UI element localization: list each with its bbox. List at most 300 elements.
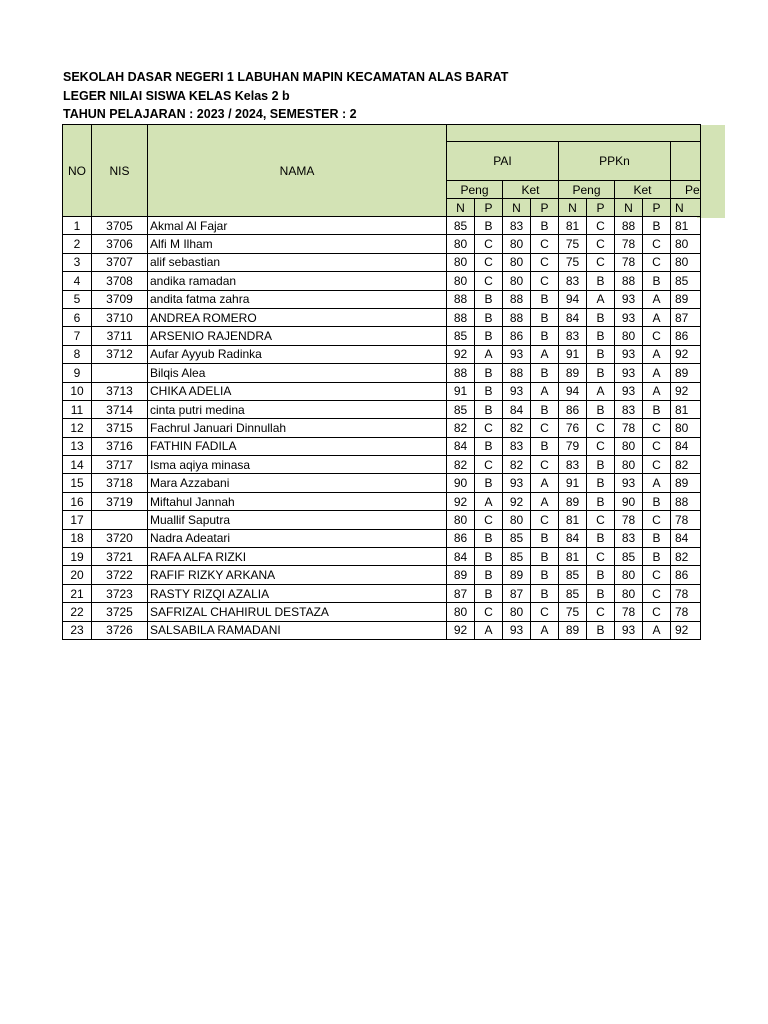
header-ppkn-ket: Ket	[615, 181, 671, 199]
cell-ppkn-pp: A	[587, 382, 615, 400]
table-row	[63, 529, 701, 547]
cell-pai-pp: B	[475, 290, 503, 308]
cell-pai-pp: B	[475, 566, 503, 584]
cell-ppkn-kp: C	[643, 566, 671, 584]
header-pai-peng: Peng	[447, 181, 503, 199]
cell-ppkn-kp: C	[643, 603, 671, 621]
cell-pai-pn: 80	[447, 272, 475, 290]
cell-pai-kp: A	[531, 474, 559, 492]
cell-no: 11	[63, 400, 92, 418]
cell-ppkn-kn: 93	[615, 345, 643, 363]
cell-no: 1	[63, 217, 92, 235]
cell-ppkn-kn: 80	[615, 566, 643, 584]
table-row	[63, 272, 701, 290]
cell-next-n: 92	[671, 345, 701, 363]
cell-pai-pp: A	[475, 621, 503, 639]
cell-ppkn-kp: C	[643, 253, 671, 271]
cell-ppkn-kn: 83	[615, 529, 643, 547]
cell-pai-pn: 89	[447, 566, 475, 584]
cell-pai-kn: 93	[503, 382, 531, 400]
cell-ppkn-kp: A	[643, 474, 671, 492]
cell-next-n: 86	[671, 566, 701, 584]
cell-pai-kn: 88	[503, 290, 531, 308]
header-pai-ket: Ket	[503, 181, 559, 199]
cell-pai-kp: B	[531, 566, 559, 584]
cell-pai-pn: 82	[447, 456, 475, 474]
cell-pai-pn: 85	[447, 400, 475, 418]
cell-pai-pn: 85	[447, 327, 475, 345]
cell-next-n: 89	[671, 474, 701, 492]
cell-pai-pn: 86	[447, 529, 475, 547]
cell-ppkn-pp: B	[587, 621, 615, 639]
cell-nama: andita fatma zahra	[148, 290, 447, 308]
cell-ppkn-kn: 88	[615, 217, 643, 235]
cell-pai-kp: A	[531, 345, 559, 363]
cell-next-n: 84	[671, 437, 701, 455]
cell-pai-kn: 80	[503, 603, 531, 621]
cell-ppkn-pn: 91	[559, 345, 587, 363]
cell-ppkn-pp: C	[587, 217, 615, 235]
header-nis: NIS	[92, 125, 148, 217]
cell-no: 14	[63, 456, 92, 474]
cell-pai-kp: B	[531, 400, 559, 418]
cell-ppkn-pn: 83	[559, 272, 587, 290]
cell-pai-pn: 84	[447, 437, 475, 455]
cell-nama: SAFRIZAL CHAHIRUL DESTAZA	[148, 603, 447, 621]
cell-nama: cinta putri medina	[148, 400, 447, 418]
cell-ppkn-kn: 93	[615, 364, 643, 382]
cell-no: 9	[63, 364, 92, 382]
cell-nama: Fachrul Januari Dinnullah	[148, 419, 447, 437]
cell-nis: 3713	[92, 382, 148, 400]
cell-nis: 3708	[92, 272, 148, 290]
cell-ppkn-kp: A	[643, 290, 671, 308]
cell-nis: 3719	[92, 492, 148, 510]
table-row	[63, 474, 701, 492]
cell-pai-pp: A	[475, 492, 503, 510]
cell-ppkn-kn: 78	[615, 253, 643, 271]
header-p: P	[643, 199, 671, 217]
cell-pai-kn: 93	[503, 345, 531, 363]
header-ppkn-peng: Peng	[559, 181, 615, 199]
cell-ppkn-pp: C	[587, 548, 615, 566]
cell-ppkn-pn: 76	[559, 419, 587, 437]
cell-nis: 3721	[92, 548, 148, 566]
cell-nama: RAFIF RIZKY ARKANA	[148, 566, 447, 584]
table-row	[63, 419, 701, 437]
cell-pai-kn: 80	[503, 253, 531, 271]
table-row	[63, 511, 701, 529]
cell-ppkn-kn: 83	[615, 400, 643, 418]
cell-pai-kn: 84	[503, 400, 531, 418]
cell-ppkn-kp: C	[643, 419, 671, 437]
cell-no: 7	[63, 327, 92, 345]
cell-pai-pn: 88	[447, 308, 475, 326]
cell-next-n: 80	[671, 253, 701, 271]
cell-pai-pp: B	[475, 548, 503, 566]
cell-nama: ARSENIO RAJENDRA	[148, 327, 447, 345]
cell-ppkn-kn: 80	[615, 327, 643, 345]
cell-nama: RASTY RIZQI AZALIA	[148, 584, 447, 602]
header-blank	[447, 125, 701, 142]
table-row	[63, 253, 701, 271]
header-p: P	[587, 199, 615, 217]
cell-pai-kn: 80	[503, 272, 531, 290]
cell-ppkn-pn: 75	[559, 235, 587, 253]
cell-ppkn-pp: A	[587, 290, 615, 308]
cell-pai-kp: C	[531, 603, 559, 621]
table-row	[63, 327, 701, 345]
cell-nis: 3711	[92, 327, 148, 345]
cell-pai-kn: 86	[503, 327, 531, 345]
cell-nama: FATHIN FADILA	[148, 437, 447, 455]
cell-no: 20	[63, 566, 92, 584]
cell-pai-kp: B	[531, 327, 559, 345]
cell-nis: 3706	[92, 235, 148, 253]
cell-ppkn-pn: 75	[559, 603, 587, 621]
cell-pai-pn: 82	[447, 419, 475, 437]
cell-pai-kn: 82	[503, 456, 531, 474]
cell-pai-kp: C	[531, 456, 559, 474]
cell-pai-kn: 83	[503, 437, 531, 455]
cell-pai-pp: B	[475, 217, 503, 235]
cell-nis: 3720	[92, 529, 148, 547]
cell-pai-kp: B	[531, 290, 559, 308]
cell-ppkn-pp: B	[587, 566, 615, 584]
cell-pai-kp: A	[531, 621, 559, 639]
cell-ppkn-pp: B	[587, 492, 615, 510]
cell-ppkn-pn: 94	[559, 290, 587, 308]
table-row	[63, 382, 701, 400]
cell-nis	[92, 364, 148, 382]
cell-nama: Nadra Adeatari	[148, 529, 447, 547]
header-p: P	[531, 199, 559, 217]
cell-ppkn-kn: 90	[615, 492, 643, 510]
document-header	[63, 68, 508, 124]
cell-pai-kn: 88	[503, 364, 531, 382]
cell-ppkn-pn: 81	[559, 511, 587, 529]
cell-ppkn-pp: C	[587, 419, 615, 437]
cell-pai-pp: C	[475, 511, 503, 529]
cell-ppkn-kn: 93	[615, 308, 643, 326]
cell-pai-pn: 85	[447, 217, 475, 235]
cell-pai-kp: C	[531, 419, 559, 437]
table-row	[63, 364, 701, 382]
cell-nama: Mara Azzabani	[148, 474, 447, 492]
cell-nis: 3705	[92, 217, 148, 235]
cell-next-n: 80	[671, 235, 701, 253]
cell-next-n: 81	[671, 217, 701, 235]
cell-pai-pp: B	[475, 529, 503, 547]
cell-ppkn-kp: C	[643, 437, 671, 455]
cell-ppkn-pn: 79	[559, 437, 587, 455]
cell-no: 19	[63, 548, 92, 566]
cell-ppkn-pn: 94	[559, 382, 587, 400]
cell-pai-kn: 80	[503, 235, 531, 253]
table-row	[63, 235, 701, 253]
cell-ppkn-pn: 91	[559, 474, 587, 492]
cell-next-n: 85	[671, 272, 701, 290]
cell-ppkn-pn: 85	[559, 566, 587, 584]
table-row	[63, 400, 701, 418]
cell-ppkn-kp: A	[643, 364, 671, 382]
cell-pai-kp: B	[531, 584, 559, 602]
cell-nama: Akmal Al Fajar	[148, 217, 447, 235]
cell-ppkn-kp: C	[643, 235, 671, 253]
cell-nama: Bilqis Alea	[148, 364, 447, 382]
table-row	[63, 437, 701, 455]
cell-pai-kp: A	[531, 382, 559, 400]
cell-pai-kn: 85	[503, 548, 531, 566]
table-row	[63, 290, 701, 308]
cell-ppkn-kn: 88	[615, 272, 643, 290]
cell-ppkn-kn: 78	[615, 419, 643, 437]
cell-next-n: 78	[671, 584, 701, 602]
header-n: N	[559, 199, 587, 217]
header-fill-extension	[697, 125, 725, 218]
cell-nama: Isma aqiya minasa	[148, 456, 447, 474]
cell-no: 6	[63, 308, 92, 326]
cell-no: 13	[63, 437, 92, 455]
cell-ppkn-pp: B	[587, 456, 615, 474]
cell-no: 16	[63, 492, 92, 510]
cell-pai-pn: 92	[447, 492, 475, 510]
cell-no: 2	[63, 235, 92, 253]
cell-pai-pp: B	[475, 308, 503, 326]
cell-pai-pn: 88	[447, 364, 475, 382]
cell-next-n: 89	[671, 290, 701, 308]
cell-ppkn-kn: 93	[615, 382, 643, 400]
header-n: N	[503, 199, 531, 217]
cell-ppkn-pp: B	[587, 529, 615, 547]
cell-nama: Aufar Ayyub Radinka	[148, 345, 447, 363]
cell-pai-kp: C	[531, 511, 559, 529]
cell-ppkn-kp: B	[643, 217, 671, 235]
cell-ppkn-kn: 78	[615, 511, 643, 529]
table-row	[63, 566, 701, 584]
cell-nis: 3714	[92, 400, 148, 418]
cell-nama: Alfi M Ilham	[148, 235, 447, 253]
cell-pai-kn: 92	[503, 492, 531, 510]
cell-pai-pn: 80	[447, 235, 475, 253]
table-row	[63, 345, 701, 363]
cell-next-n: 82	[671, 548, 701, 566]
cell-next-n: 78	[671, 511, 701, 529]
cell-ppkn-pn: 86	[559, 400, 587, 418]
cell-ppkn-pn: 75	[559, 253, 587, 271]
cell-pai-kn: 82	[503, 419, 531, 437]
cell-nis: 3718	[92, 474, 148, 492]
cell-pai-pn: 91	[447, 382, 475, 400]
cell-ppkn-kp: B	[643, 272, 671, 290]
cell-nis: 3710	[92, 308, 148, 326]
cell-ppkn-kp: A	[643, 345, 671, 363]
cell-next-n: 92	[671, 621, 701, 639]
cell-ppkn-pp: B	[587, 364, 615, 382]
cell-ppkn-pn: 84	[559, 529, 587, 547]
cell-ppkn-kp: C	[643, 327, 671, 345]
cell-next-n: 89	[671, 364, 701, 382]
cell-nama: CHIKA ADELIA	[148, 382, 447, 400]
cell-pai-kn: 88	[503, 308, 531, 326]
cell-next-n: 82	[671, 456, 701, 474]
cell-ppkn-pp: B	[587, 345, 615, 363]
cell-no: 10	[63, 382, 92, 400]
cell-next-n: 78	[671, 603, 701, 621]
cell-nis: 3717	[92, 456, 148, 474]
cell-ppkn-pn: 89	[559, 621, 587, 639]
header-no: NO	[63, 125, 92, 217]
cell-no: 21	[63, 584, 92, 602]
header-next-peng: Pe	[671, 181, 701, 199]
header-subject-pai: PAI	[447, 142, 559, 181]
cell-pai-pp: C	[475, 456, 503, 474]
cell-pai-pp: B	[475, 382, 503, 400]
cell-pai-pn: 92	[447, 345, 475, 363]
cell-nama: SALSABILA RAMADANI	[148, 621, 447, 639]
cell-pai-pp: B	[475, 400, 503, 418]
table-row	[63, 621, 701, 639]
cell-pai-kp: B	[531, 217, 559, 235]
cell-pai-kp: C	[531, 253, 559, 271]
cell-next-n: 81	[671, 400, 701, 418]
cell-ppkn-pn: 81	[559, 548, 587, 566]
table-row	[63, 548, 701, 566]
cell-pai-kp: B	[531, 308, 559, 326]
cell-no: 17	[63, 511, 92, 529]
cell-ppkn-pp: B	[587, 400, 615, 418]
cell-ppkn-kn: 85	[615, 548, 643, 566]
cell-nis: 3707	[92, 253, 148, 271]
cell-pai-pn: 84	[447, 548, 475, 566]
cell-nama: alif sebastian	[148, 253, 447, 271]
header-subject-ppkn: PPKn	[559, 142, 671, 181]
cell-next-n: 92	[671, 382, 701, 400]
cell-pai-kp: B	[531, 437, 559, 455]
header-n: N	[615, 199, 643, 217]
cell-pai-pp: B	[475, 437, 503, 455]
cell-ppkn-kn: 80	[615, 584, 643, 602]
table-row	[63, 308, 701, 326]
cell-ppkn-pp: C	[587, 511, 615, 529]
header-subject-next	[671, 142, 701, 181]
cell-pai-kp: B	[531, 529, 559, 547]
cell-next-n: 88	[671, 492, 701, 510]
cell-ppkn-pn: 81	[559, 217, 587, 235]
table-row	[63, 456, 701, 474]
cell-ppkn-kp: C	[643, 584, 671, 602]
table-row	[63, 584, 701, 602]
cell-nis: 3726	[92, 621, 148, 639]
cell-pai-kp: B	[531, 364, 559, 382]
cell-nis: 3712	[92, 345, 148, 363]
cell-pai-kn: 80	[503, 511, 531, 529]
cell-pai-kn: 85	[503, 529, 531, 547]
cell-no: 22	[63, 603, 92, 621]
table-row	[63, 603, 701, 621]
grade-table-body	[63, 217, 701, 640]
cell-ppkn-kn: 93	[615, 474, 643, 492]
cell-no: 4	[63, 272, 92, 290]
cell-no: 3	[63, 253, 92, 271]
cell-pai-pp: A	[475, 345, 503, 363]
cell-ppkn-pp: B	[587, 474, 615, 492]
cell-nis: 3722	[92, 566, 148, 584]
cell-nis: 3725	[92, 603, 148, 621]
cell-next-n: 87	[671, 308, 701, 326]
cell-ppkn-pp: B	[587, 327, 615, 345]
cell-nama: andika ramadan	[148, 272, 447, 290]
cell-no: 18	[63, 529, 92, 547]
cell-pai-pn: 90	[447, 474, 475, 492]
cell-ppkn-pp: B	[587, 272, 615, 290]
cell-nama: ANDREA ROMERO	[148, 308, 447, 326]
cell-pai-pn: 80	[447, 603, 475, 621]
cell-ppkn-pn: 89	[559, 492, 587, 510]
cell-no: 8	[63, 345, 92, 363]
cell-pai-pp: C	[475, 272, 503, 290]
cell-nama: Muallif Saputra	[148, 511, 447, 529]
cell-pai-kn: 93	[503, 474, 531, 492]
cell-nis: 3709	[92, 290, 148, 308]
cell-pai-kp: B	[531, 548, 559, 566]
cell-ppkn-kp: A	[643, 621, 671, 639]
cell-pai-pn: 87	[447, 584, 475, 602]
cell-pai-pp: C	[475, 603, 503, 621]
cell-ppkn-kp: B	[643, 400, 671, 418]
cell-ppkn-pp: B	[587, 584, 615, 602]
cell-nis	[92, 511, 148, 529]
cell-ppkn-pp: C	[587, 437, 615, 455]
cell-pai-pn: 88	[447, 290, 475, 308]
cell-pai-pn: 92	[447, 621, 475, 639]
cell-next-n: 84	[671, 529, 701, 547]
cell-ppkn-pp: C	[587, 253, 615, 271]
cell-nama: Miftahul Jannah	[148, 492, 447, 510]
cell-ppkn-pp: C	[587, 603, 615, 621]
cell-ppkn-pn: 83	[559, 327, 587, 345]
cell-ppkn-kp: B	[643, 492, 671, 510]
cell-ppkn-kn: 80	[615, 437, 643, 455]
cell-pai-kn: 83	[503, 217, 531, 235]
cell-nis: 3715	[92, 419, 148, 437]
cell-ppkn-kp: C	[643, 511, 671, 529]
cell-pai-pp: B	[475, 474, 503, 492]
cell-ppkn-kn: 78	[615, 235, 643, 253]
cell-pai-pp: C	[475, 253, 503, 271]
cell-ppkn-pn: 85	[559, 584, 587, 602]
cell-pai-pp: B	[475, 364, 503, 382]
cell-ppkn-pp: B	[587, 308, 615, 326]
cell-ppkn-pn: 84	[559, 308, 587, 326]
cell-ppkn-kp: A	[643, 382, 671, 400]
cell-pai-pp: B	[475, 584, 503, 602]
cell-pai-pp: C	[475, 419, 503, 437]
cell-ppkn-kp: A	[643, 308, 671, 326]
cell-ppkn-kn: 93	[615, 290, 643, 308]
cell-pai-pp: B	[475, 327, 503, 345]
cell-ppkn-pn: 83	[559, 456, 587, 474]
cell-ppkn-kn: 93	[615, 621, 643, 639]
table-row	[63, 492, 701, 510]
cell-pai-kp: C	[531, 272, 559, 290]
cell-pai-pp: C	[475, 235, 503, 253]
header-n: N	[671, 199, 701, 217]
cell-ppkn-pn: 89	[559, 364, 587, 382]
cell-no: 5	[63, 290, 92, 308]
header-n: N	[447, 199, 475, 217]
cell-pai-kp: A	[531, 492, 559, 510]
